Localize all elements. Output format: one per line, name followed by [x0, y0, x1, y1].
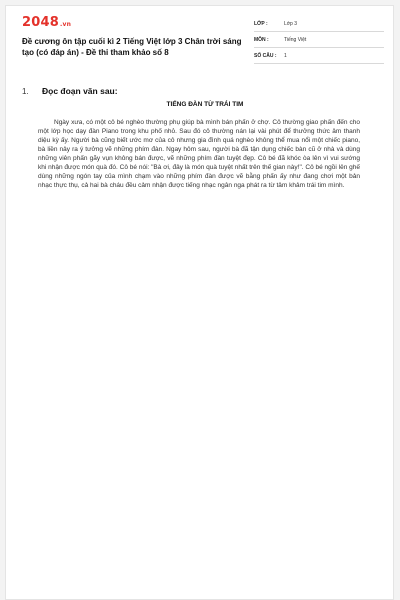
meta-row-question-count — [254, 48, 384, 64]
worksheet-page — [5, 5, 394, 600]
meta-value: Lớp 3 — [284, 20, 298, 27]
meta-label: SỐ CÂU : — [254, 52, 277, 59]
passage-title: TIẾNG ĐÀN TỪ TRÁI TIM — [166, 101, 244, 108]
passage-text: Ngày xưa, có một cô bé nghèo thường phụ giúp bà mình bán phấn ở chợ. Cô thường giao phấn đến cho một lớp học dạy đàn Piano trong khu phố nhỏ. Sau đó cô thường nán lại vài phút để thưởng thức âm thanh diệu kỳ ấy. Người bà cũng biết ước mơ của cô nhưng gia đình quá nghèo không thể mua nổi một chiếc piano, bà liền nảy ra ý tưởng vẽ những phím đàn. Ngay hôm sau, người bà đã tận dụng chiếc bàn cũ ở nhà và dùng những viên phấn gãy vụn không bán được, vẽ những phím đàn tuyệt đẹp. Cô bé đã khóc òa lên vì vui sướng khi nhận được món quà đó. Cô bé nói: "Bà ơi, đây là món quà tuyệt nhất trên thế gian này!". Cô bé ngồi lên ghế dùng những ngón tay của mình chạm vào những phím đàn được vẽ bằng phấn ấy như đang chơi một bản nhạc thực thụ, cả hai bà cháu đều cảm nhận được tiếng nhạc ngân nga phát ra từ tâm khảm trái tim mình. — [38, 119, 360, 189]
meta-value: 1 — [284, 52, 287, 59]
document-title: Đề cương ôn tập cuối kì 2 Tiếng Việt lớp 3 Chân trời sáng tạo (có đáp án) - Đề thi tham khảo số 8 — [22, 37, 242, 57]
question-number: 1. — [22, 87, 29, 96]
meta-label: MÔN : — [254, 36, 269, 43]
question-prompt: Đọc đoạn văn sau: — [42, 86, 118, 96]
meta-table — [254, 16, 384, 64]
meta-row-class — [254, 16, 384, 32]
meta-label: LỚP : — [254, 20, 268, 27]
meta-row-subject — [254, 32, 384, 48]
question-header — [22, 86, 378, 96]
meta-value: Tiếng Việt — [284, 36, 307, 43]
site-logo[interactable]: 2048.vn — [22, 15, 72, 30]
question-content — [22, 86, 378, 190]
worksheet-header — [6, 6, 393, 72]
